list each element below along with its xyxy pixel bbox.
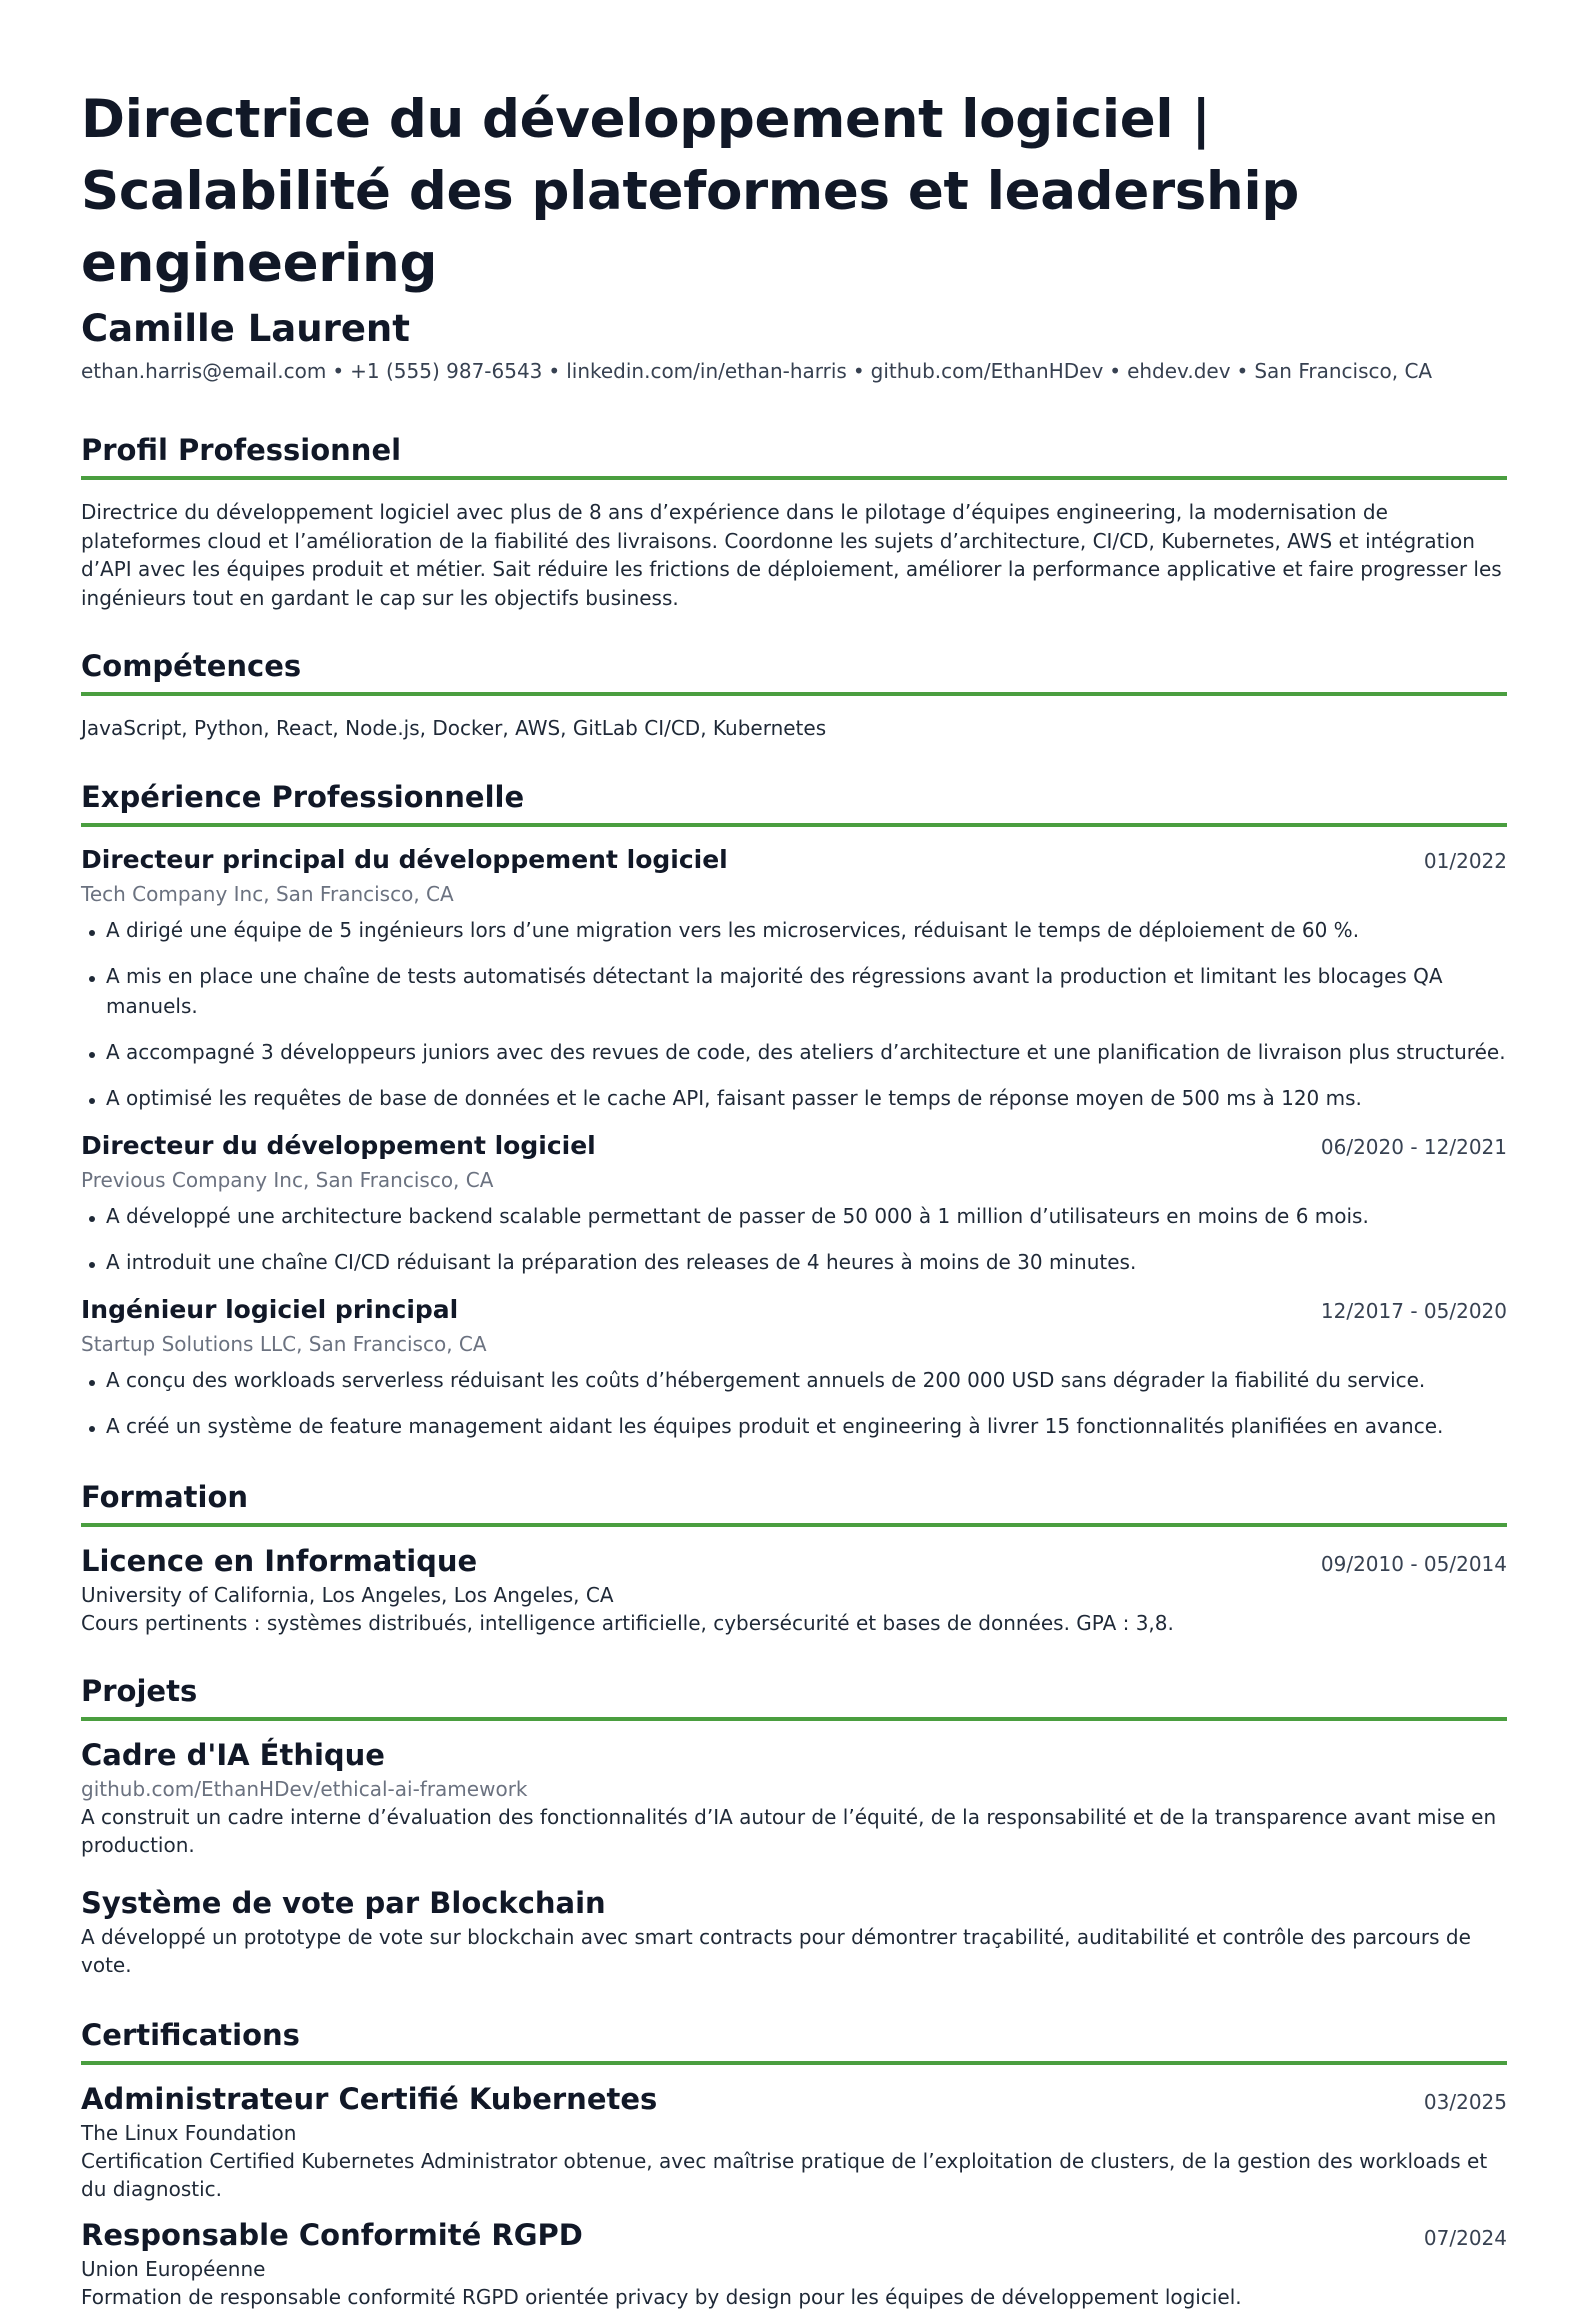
certification-entry [81,2215,1507,2311]
project-link[interactable]: github.com/EthanHDev/ethical-ai-framework [81,1776,528,1801]
certification-date: 03/2025 [1423,2089,1507,2114]
job-bullets [81,915,1507,1113]
resume-title: Directrice du développement logiciel | Scalabilité des plateformes et leadership engineering [81,89,1299,294]
section-heading: Compétences [81,646,1507,696]
contact-github[interactable]: github.com/EthanHDev [870,359,1104,383]
job-company: Previous Company Inc, San Francisco, CA [81,1167,494,1192]
job-title: Directeur principal du développement logiciel [81,844,728,874]
education-date: 09/2010 - 05/2014 [1320,1551,1507,1576]
profile-section [81,430,1507,612]
job-date: 06/2020 - 12/2021 [1320,1134,1507,1159]
education-entry [81,1541,1507,1637]
projects-section [81,1671,1507,1979]
contact-separator: • [1236,359,1249,383]
list-item: A développé une architecture backend scalable permettant de passer de 50 000 à 1 million d’utilisateurs en moins de 6 mois. [81,1201,1507,1231]
education-details: Cours pertinents : systèmes distribués, intelligence artificielle, cybersécurité et bases de données. GPA : 3,8. [81,1610,1174,1635]
contact-separator: • [852,359,865,383]
job-title: Directeur du développement logiciel [81,1130,596,1160]
list-item: A introduit une chaîne CI/CD réduisant la préparation des releases de 4 heures à moins de 30 minutes. [81,1247,1507,1277]
project-title: Système de vote par Blockchain [81,1885,606,1920]
education-section [81,1477,1507,1637]
certification-description: Formation de responsable conformité RGPD orientée privacy by design pour les équipes de développement logiciel. [81,2284,1242,2309]
section-heading: Projets [81,1671,1507,1721]
profile-text: Directrice du développement logiciel avec plus de 8 ans d’expérience dans le pilotage d’équipes engineering, la modernisation de plateformes cloud et l’amélioration de la fiabilité des livraisons. Coordonne les sujets d’architecture, CI/CD, Kubernetes, AWS et intégration d’API avec les équipes produit et métier. Sait réduire les frictions de déploiement, améliorer la performance applicative et faire progresser les ingénieurs tout en gardant le cap sur les objectifs business. [81,500,1502,610]
skills-section [81,646,1507,743]
section-heading: Expérience Professionnelle [81,777,1507,827]
certification-issuer: The Linux Foundation [81,2120,297,2145]
contact-separator: • [548,359,561,383]
list-item: A mis en place une chaîne de tests automatisés détectant la majorité des régressions avant la production et limitant les blocages QA manuels. [81,961,1507,1021]
job-entry [81,843,1507,1113]
job-company: Tech Company Inc, San Francisco, CA [81,881,454,906]
certification-title: Responsable Conformité RGPD [81,2217,583,2252]
certifications-section [81,2015,1507,2311]
contact-separator: • [332,359,345,383]
contact-linkedin[interactable]: linkedin.com/in/ethan-harris [566,359,847,383]
list-item: A accompagné 3 développeurs juniors avec des revues de code, des ateliers d’architecture et une planification de livraison plus structurée. [81,1037,1507,1067]
list-item: A dirigé une équipe de 5 ingénieurs lors d’une migration vers les microservices, réduisant le temps de déploiement de 60 %. [81,915,1507,945]
contact-location: San Francisco, CA [1254,359,1433,383]
certification-description: Certification Certified Kubernetes Administrator obtenue, avec maîtrise pratique de l’exploitation de clusters, de la gestion des workloads et du diagnostic. [81,2148,1488,2201]
job-date: 01/2022 [1423,848,1507,873]
job-entry [81,1293,1507,1441]
section-heading: Profil Professionnel [81,430,1507,480]
contact-phone[interactable]: +1 (555) 987-6543 [350,359,543,383]
project-entry [81,1735,1507,1859]
section-heading: Formation [81,1477,1507,1527]
degree-title: Licence en Informatique [81,1543,478,1578]
project-description: A construit un cadre interne d’évaluation des fonctionnalités d’IA autour de l’équité, de la responsabilité et de la transparence avant mise en production. [81,1804,1497,1857]
list-item: A optimisé les requêtes de base de données et le cache API, faisant passer le temps de réponse moyen de 500 ms à 120 ms. [81,1083,1507,1113]
certification-title: Administrateur Certifié Kubernetes [81,2081,658,2116]
certification-entry [81,2079,1507,2203]
project-description: A développé un prototype de vote sur blockchain avec smart contracts pour démontrer traçabilité, auditabilité et contrôle des parcours de vote. [81,1924,1471,1977]
school-name: University of California, Los Angeles, Los Angeles, CA [81,1582,614,1607]
experience-section [81,777,1507,1441]
skills-text: JavaScript, Python, React, Node.js, Docker, AWS, GitLab CI/CD, Kubernetes [81,716,827,740]
job-title: Ingénieur logiciel principal [81,1294,459,1324]
certification-issuer: Union Européenne [81,2256,266,2281]
list-item: A conçu des workloads serverless réduisant les coûts d’hébergement annuels de 200 000 USD sans dégrader la fiabilité du service. [81,1365,1507,1395]
job-entry [81,1129,1507,1277]
project-entry [81,1883,1507,1979]
candidate-name: Camille Laurent [81,307,410,350]
certification-date: 07/2024 [1423,2225,1507,2250]
job-date: 12/2017 - 05/2020 [1320,1298,1507,1323]
list-item: A créé un système de feature management aidant les équipes produit et engineering à livrer 15 fonctionnalités planifiées en avance. [81,1411,1507,1441]
contact-separator: • [1109,359,1122,383]
contact-website[interactable]: ehdev.dev [1127,359,1231,383]
job-company: Startup Solutions LLC, San Francisco, CA [81,1331,487,1356]
job-bullets [81,1365,1507,1441]
contact-line [81,356,1507,386]
job-bullets [81,1201,1507,1277]
contact-email[interactable]: ethan.harris@email.com [81,359,327,383]
project-title: Cadre d'IA Éthique [81,1737,385,1772]
section-heading: Certifications [81,2015,1507,2065]
